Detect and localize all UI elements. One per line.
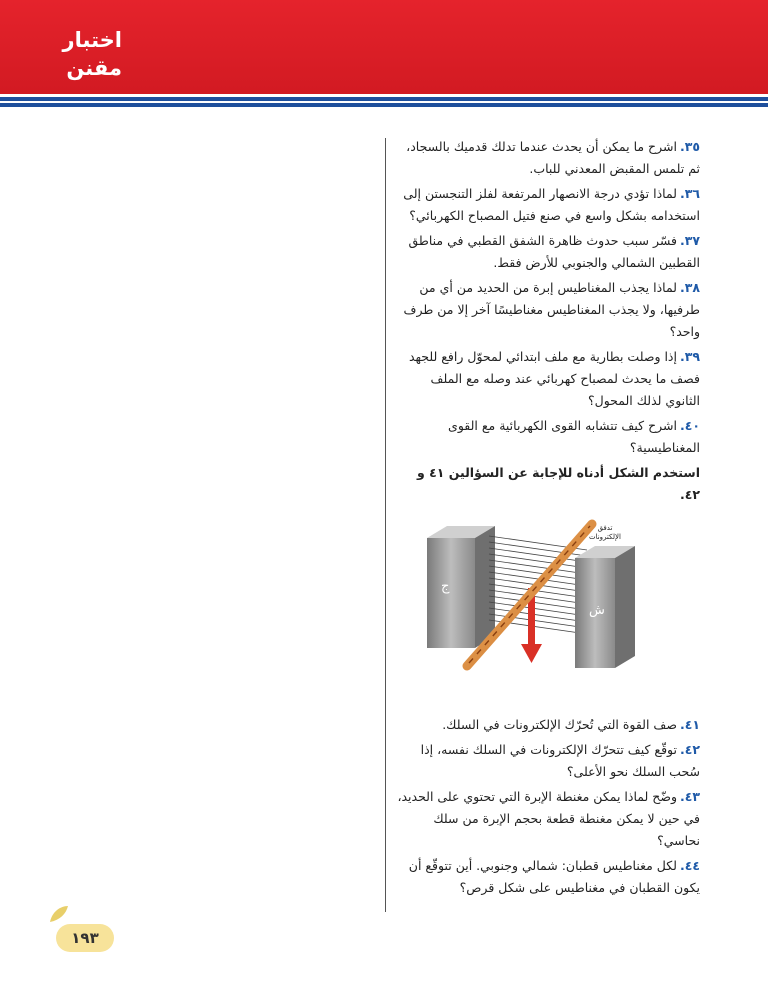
page-number: ١٩٣ xyxy=(56,924,114,952)
question-number: ٤٣. xyxy=(679,789,700,804)
left-magnet-face xyxy=(427,538,475,648)
pole-label-right: ش xyxy=(589,603,605,618)
right-magnet-side xyxy=(615,546,635,668)
question-number: ٤٢. xyxy=(679,742,700,757)
question-number: ٣٩. xyxy=(679,349,700,364)
question-number: ٣٨. xyxy=(679,280,700,295)
section-title xyxy=(62,26,122,82)
question-text: اشرح ما يمكن أن يحدث عندما تدلك قدميك بالسجاد، ثم تلمس المقبض المعدني للباب. xyxy=(406,139,700,176)
question-37 xyxy=(393,230,700,274)
pole-label-left: ج xyxy=(441,579,450,594)
question-text: فسّر سبب حدوث ظاهرة الشفق القطبي في مناطق القطبين الشمالي والجنوبي للأرض فقط. xyxy=(408,233,700,270)
section-title-line1: اختبار xyxy=(62,28,122,52)
question-41 xyxy=(393,714,700,736)
question-39 xyxy=(393,346,700,412)
question-36 xyxy=(393,183,700,227)
left-magnet-side xyxy=(475,526,495,648)
question-text: لكل مغناطيس قطبان: شمالي وجنوبي. أين تتوقّع أن يكون القطبان في مغناطيس على شكل قرص؟ xyxy=(408,858,700,895)
section-title-line2: مقنن xyxy=(66,56,122,80)
question-number: ٣٦. xyxy=(679,186,700,201)
question-35 xyxy=(393,136,700,180)
leaf-icon xyxy=(48,904,70,924)
question-43 xyxy=(393,786,700,852)
question-42 xyxy=(393,739,700,783)
question-text: توقّع كيف تتحرّك الإلكترونات في السلك نفسه، إذا سُحب السلك نحو الأعلى؟ xyxy=(420,742,700,779)
question-text: إذا وصلت بطارية مع ملف ابتدائي لمحوّل رافع للجهد فصف ما يحدث لمصباح كهربائي عند وصله مع الملف الثانوي لذلك المحول؟ xyxy=(408,349,700,408)
questions-top xyxy=(393,136,700,506)
header-banner xyxy=(0,0,768,94)
force-arrow-head xyxy=(521,644,542,663)
question-44 xyxy=(393,855,700,899)
column-divider xyxy=(385,138,386,912)
question-text: لماذا يجذب المغناطيس إبرة من الحديد من أي من طرفيها، ولا يجذب المغناطيس مغناطيسًا آخر إلا من طرف واحد؟ xyxy=(403,280,700,339)
question-38 xyxy=(393,277,700,343)
question-number: ٤٠. xyxy=(679,418,700,433)
question-40 xyxy=(393,415,700,459)
electromagnet-figure xyxy=(417,518,637,683)
flow-label-line2: الإلكترونات xyxy=(589,533,621,541)
question-text: صف القوة التي تُحرّك الإلكترونات في السلك. xyxy=(442,717,677,732)
question-text: اشرح كيف تتشابه القوى الكهربائية مع القوى المغناطيسية؟ xyxy=(448,418,700,455)
question-text: وضّح لماذا يمكن مغنطة الإبرة التي تحتوي على الحديد، في حين لا يمكن مغنطة قطعة بحجم الإبرة من سلك نحاسي؟ xyxy=(397,789,700,848)
question-number: ٣٥. xyxy=(679,139,700,154)
question-number: ٤١. xyxy=(679,717,700,732)
question-number: ٣٧. xyxy=(679,233,700,248)
figure-instruction: استخدم الشكل أدناه للإجابة عن السؤالين ٤١ و ٤٢. xyxy=(417,465,700,502)
header-stripe xyxy=(0,103,768,107)
question-number: ٤٤. xyxy=(679,858,700,873)
questions-bottom xyxy=(393,714,700,902)
flow-label-line1: تدفق xyxy=(597,524,613,532)
question-text: لماذا تؤدي درجة الانصهار المرتفعة لفلز التنجستن إلى استخدامه بشكل واسع في صنع فتيل المصباح الكهربائي؟ xyxy=(403,186,700,223)
